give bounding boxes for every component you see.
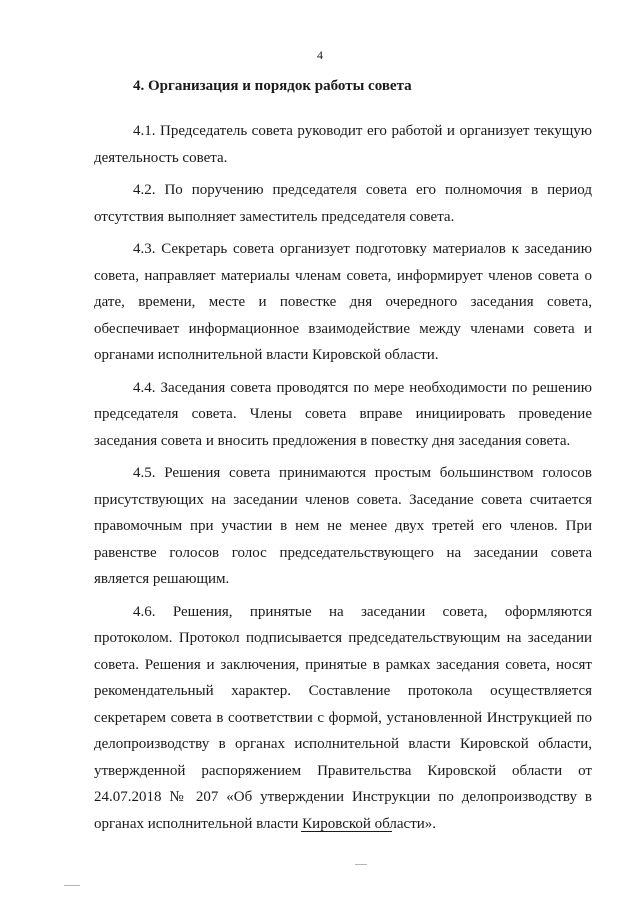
scan-speck xyxy=(64,885,80,886)
paragraph-4-3: 4.3. Секретарь совета организует подготовку материалов к заседанию совета, направляет материалы членам совета, информирует членов совета о дате, времени, месте и повестке дня очередного заседания совета, обеспечивает информационное взаимодействие между членами совета и органами исполнительной власти Кировской области. xyxy=(94,241,592,363)
paragraph-4-1: 4.1. Председатель совета руководит его работой и организует текущую деятельность совета. xyxy=(94,123,592,166)
paragraph-4-2: 4.2. По поручению председателя совета его полномочия в период отсутствия выполняет заместитель председателя совета. xyxy=(94,182,592,225)
scan-speck xyxy=(355,864,367,865)
section-body xyxy=(94,118,592,843)
page-number: 4 xyxy=(317,48,323,62)
paragraph-4-4: 4.4. Заседания совета проводятся по мере необходимости по решению председателя совета. Члены совета вправе инициировать проведение заседания совета и вносить предложения в повестку дня заседания совета. xyxy=(94,379,592,449)
section-heading: 4. Организация и порядок работы совета xyxy=(133,78,412,94)
end-of-document-rule xyxy=(301,831,392,832)
paragraph-4-5: 4.5. Решения совета принимаются простым большинством голосов присутствующих на заседании членов совета. Заседание совета считается правомочным при участии в нем не менее двух третей его членов. При равенстве голосов голос председательствующего на заседании совета является решающим. xyxy=(94,465,592,587)
paragraph-4-6: 4.6. Решения, принятые на заседании совета, оформляются протоколом. Протокол подписывается председательствующим на заседании совета. Решения и заключения, принятые в рамках заседания совета, носят рекомендательный характер. Составление протокола осуществляется секретарем совета в соответствии с формой, установленной Инструкцией по делопроизводству в органах исполнительной власти Кировской области, утвержденной распоряжением Правительства Кировской области от 24.07.2018 № 207 «Об утверждении Инструкции по делопроизводству в органах исполнительной власти Кировской области». xyxy=(94,603,592,832)
